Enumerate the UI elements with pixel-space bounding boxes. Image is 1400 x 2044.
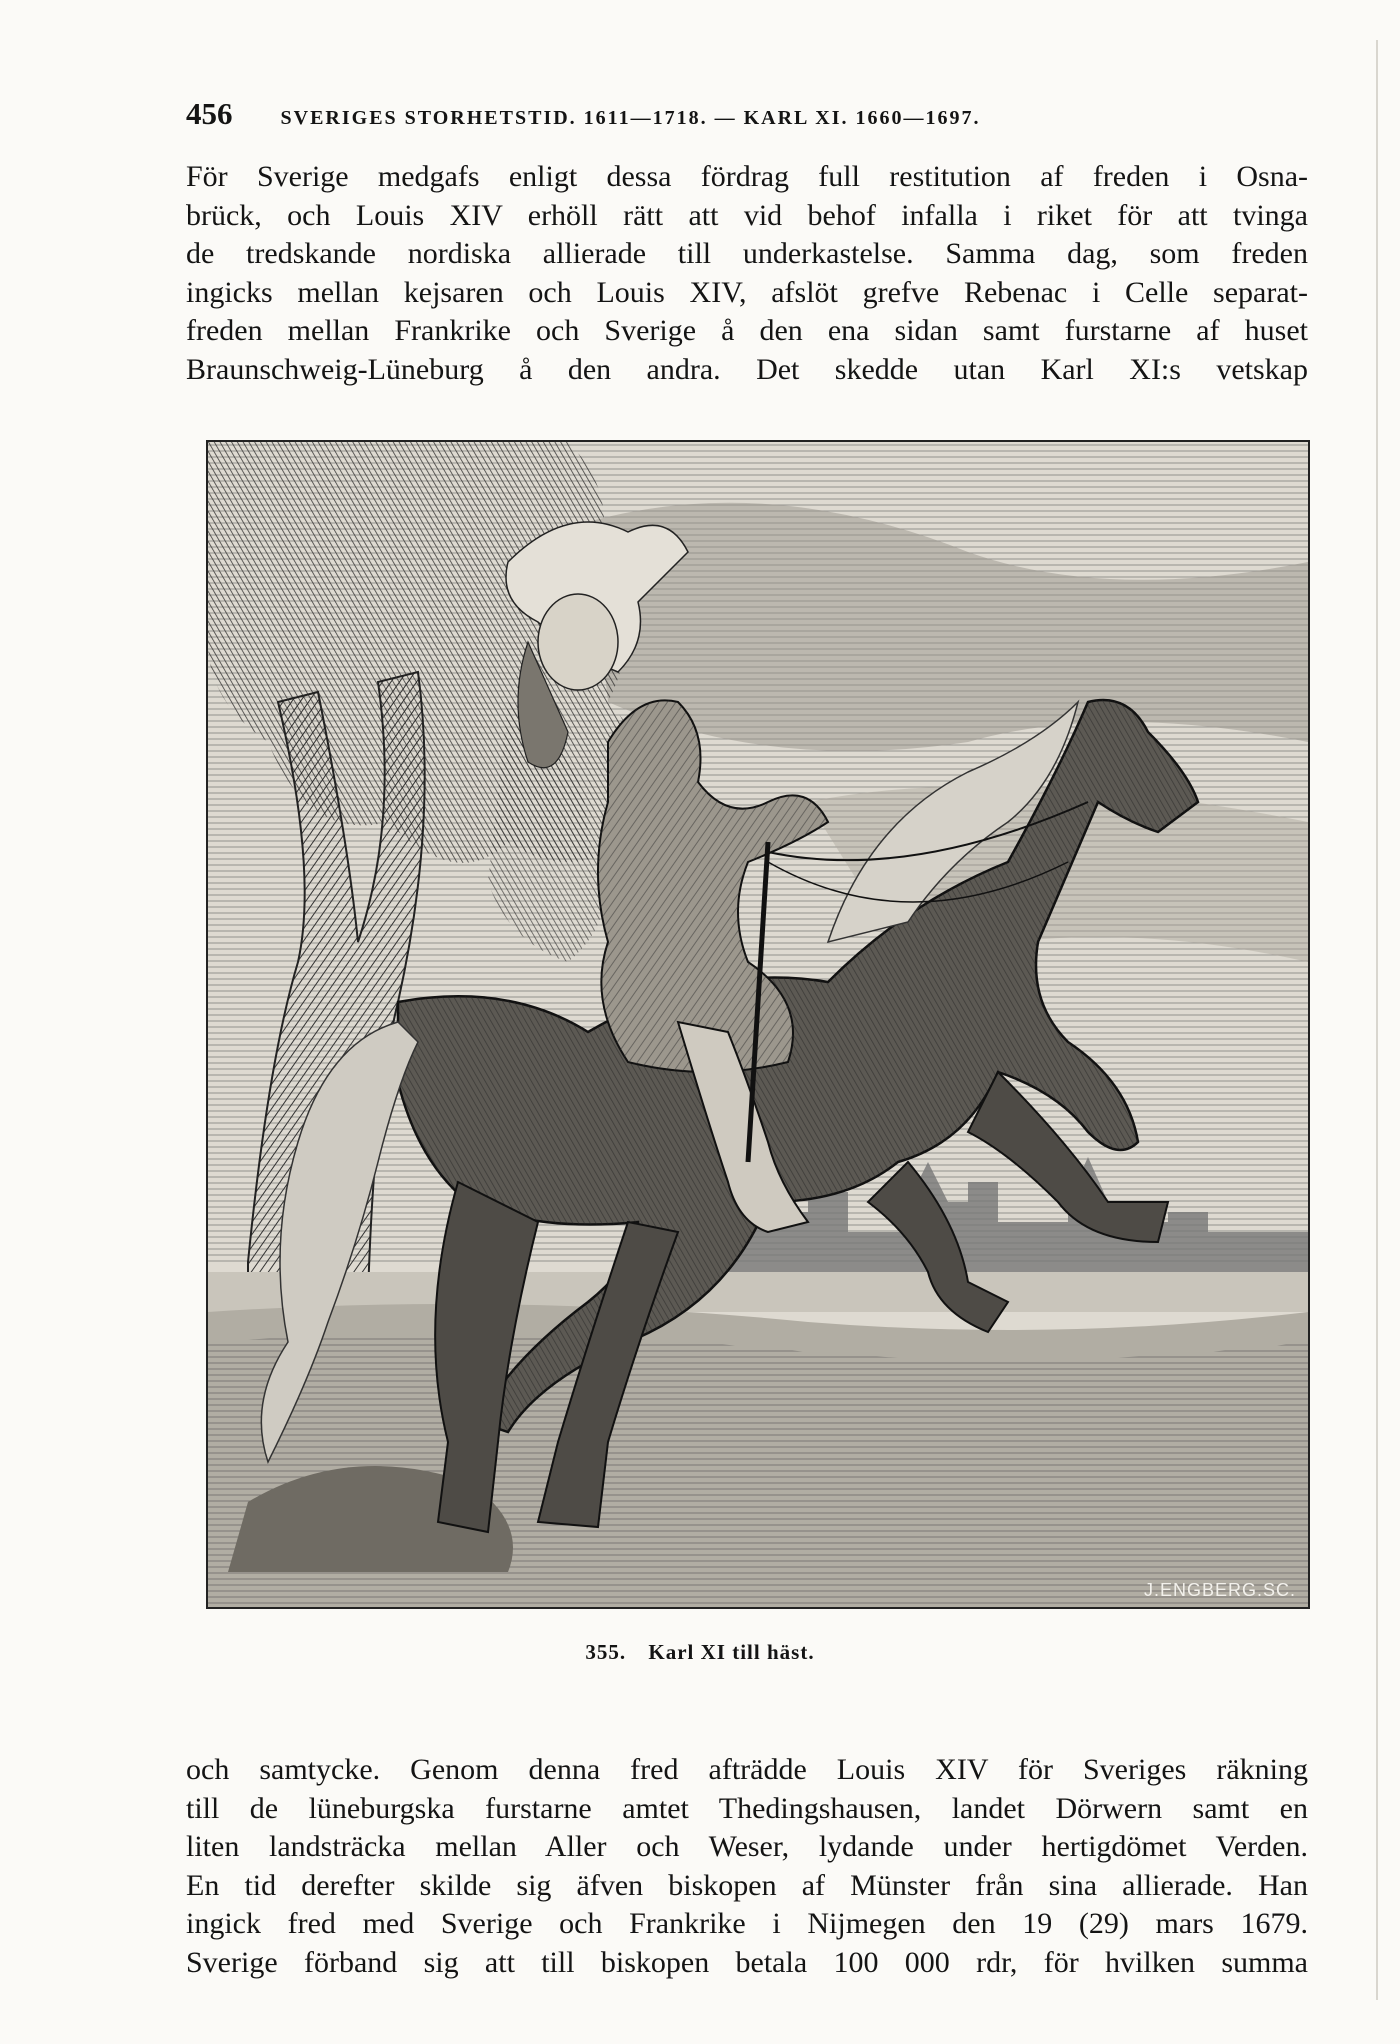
text-line: och samtycke. Genom denna fred afträdde Louis XIV för Sveriges räkning (186, 1753, 1308, 1786)
engraving-illustration (208, 442, 1308, 1607)
engraver-signature: J.ENGBERG.SC. (1143, 1580, 1296, 1600)
page-edge (1376, 40, 1378, 2000)
text-line: till de lüneburgska furstarne amtet Thedingshausen, landet Dörwern samt en (186, 1791, 1308, 1825)
text-line: freden mellan Frankrike och Sverige å den ena sidan samt furstarne af huset (186, 314, 1308, 348)
text-line: Sverige förband sig att till biskopen betala 100 000 rdr, för hvilken summa (186, 1945, 1308, 1979)
text-line: En tid derefter skilde sig äfven biskopen af Münster från sina allierade. Han (186, 1868, 1308, 1902)
text-line: För Sverige medgafs enligt dessa fördrag full restitution af freden i Osna- (186, 160, 1308, 193)
paragraph-2 (186, 1751, 1308, 1983)
page-number: 456 (186, 96, 233, 131)
text-line: brück, och Louis XIV erhöll rätt att vid behof infalla i riket för att tvinga (186, 198, 1308, 232)
text-line: Braunschweig-Lüneburg å den andra. Det skedde utan Karl XI:s vetskap (186, 352, 1308, 386)
text-line: ingick fred med Sverige och Frankrike i Nijmegen den 19 (29) mars 1679. (186, 1907, 1308, 1941)
figure-caption (0, 1640, 1400, 1665)
paragraph-1 (186, 158, 1308, 390)
figure-number: 355. (585, 1640, 627, 1664)
text-line: ingicks mellan kejsaren och Louis XIV, afslöt grefve Rebenac i Celle separat- (186, 275, 1308, 309)
running-title: SVERIGES STORHETSTID. 1611—1718. — KARL XI. 1660—1697. (280, 107, 981, 129)
running-header (186, 96, 1326, 132)
figure-caption-text: Karl XI till häst. (648, 1640, 815, 1664)
text-line: liten landsträcka mellan Aller och Weser, lydande under hertigdömet Verden. (186, 1830, 1308, 1864)
text-line: de tredskande nordiska allierade till underkastelse. Samma dag, som freden (186, 237, 1308, 271)
engraving-karl-xi-on-horse (206, 440, 1310, 1609)
